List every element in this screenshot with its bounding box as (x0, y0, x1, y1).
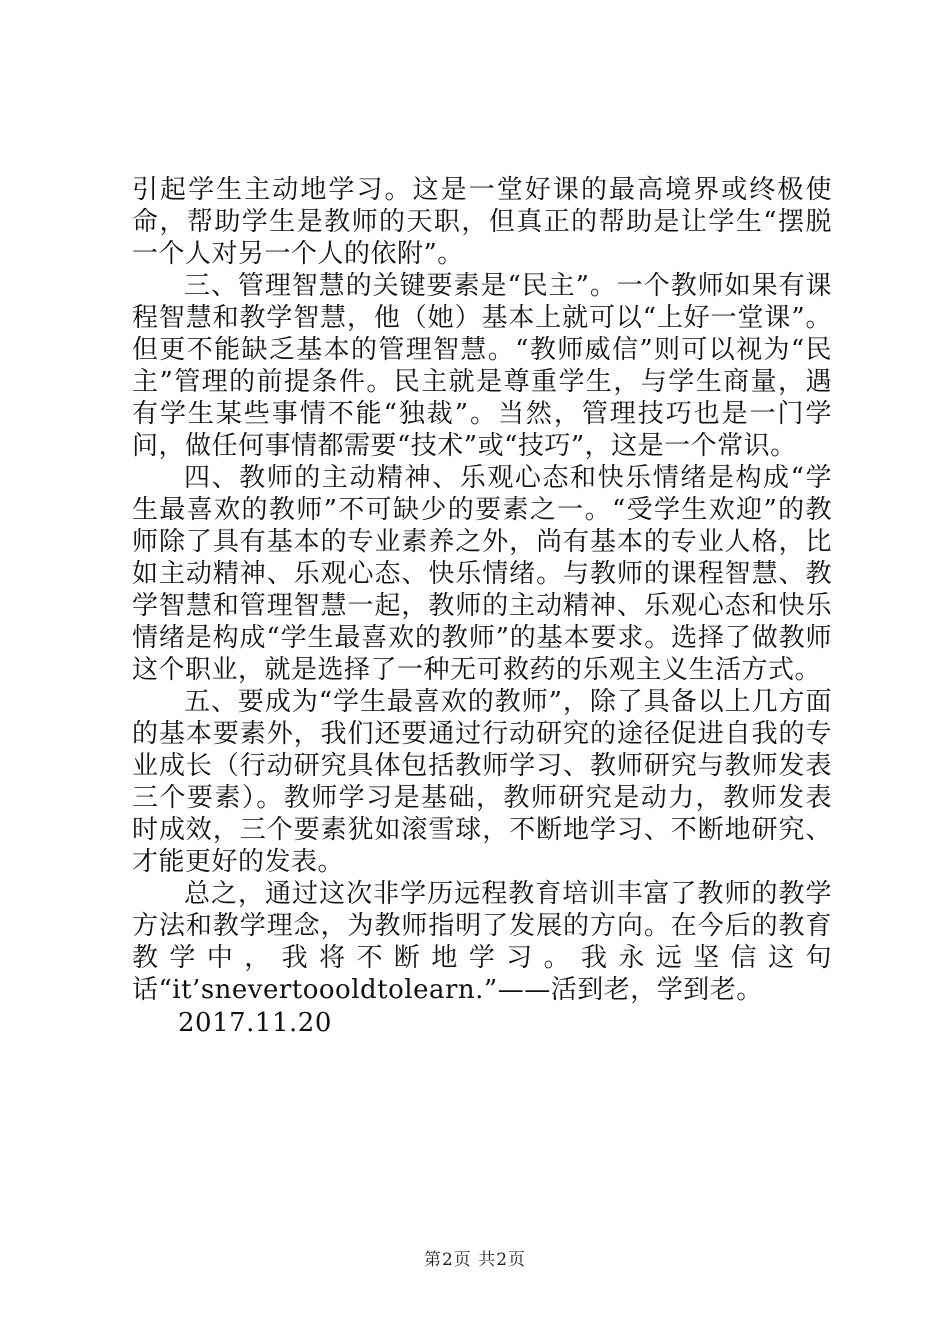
document-body (132, 174, 832, 1040)
paragraph-teacher-spirit: 四、教师的主动精神、乐观心态和快乐情绪是构成“学生最喜欢的教师”不可缺少的要素之一。“受学生欢迎”的教师除了具有基本的专业素养之外，尚有基本的专业人格，比如主动精神、乐观心态、快乐情绪。与教师的课程智慧、教学智慧和管理智慧一起，教师的主动精神、乐观心态和快乐情绪是构成“学生最喜欢的教师”的基本要求。选择了做教师这个职业，就是选择了一种无可救药的乐观主义生活方式。 (132, 463, 832, 685)
paragraph-conclusion: 总之，通过这次非学历远程教育培训丰富了教师的教学方法和教学理念，为教师指明了发展的方向。在今后的教育教学中，我将不断地学习。我永远坚信这句话“it’snevertoooldtolearn.”——活到老，学到老。 (132, 879, 832, 1005)
paragraph-professional-growth: 五、要成为“学生最喜欢的教师”，除了具备以上几方面的基本要素外，我们还要通过行动研究的途径促进自我的专业成长（行动研究具体包括教师学习、教师研究与教师发表三个要素）。教师学习是基础，教师研究是动力，教师发表时成效，三个要素犹如滚雪球，不断地学习、不断地研究、才能更好的发表。 (132, 687, 832, 877)
document-date: 2017.11.20 (178, 1008, 332, 1038)
paragraph-intro: 引起学生主动地学习。这是一堂好课的最高境界或终极使命，帮助学生是教师的天职，但真正的帮助是让学生“摆脱一个人对另一个人的依附”。 (132, 175, 832, 269)
page-footer: 第2页 共2页 (423, 1250, 527, 1270)
paragraph-management-wisdom: 三、管理智慧的关键要素是“民主”。一个教师如果有课程智慧和教学智慧，他（她）基本上就可以“上好一堂课”。但更不能缺乏基本的管理智慧。“教师威信”则可以视为“民主”管理的前提条件。民主就是尊重学生，与学生商量，遇有学生某些事情不能“独裁”。当然，管理技巧也是一门学问，做任何事情都需要“技术”或“技巧”，这是一个常识。 (132, 271, 832, 461)
